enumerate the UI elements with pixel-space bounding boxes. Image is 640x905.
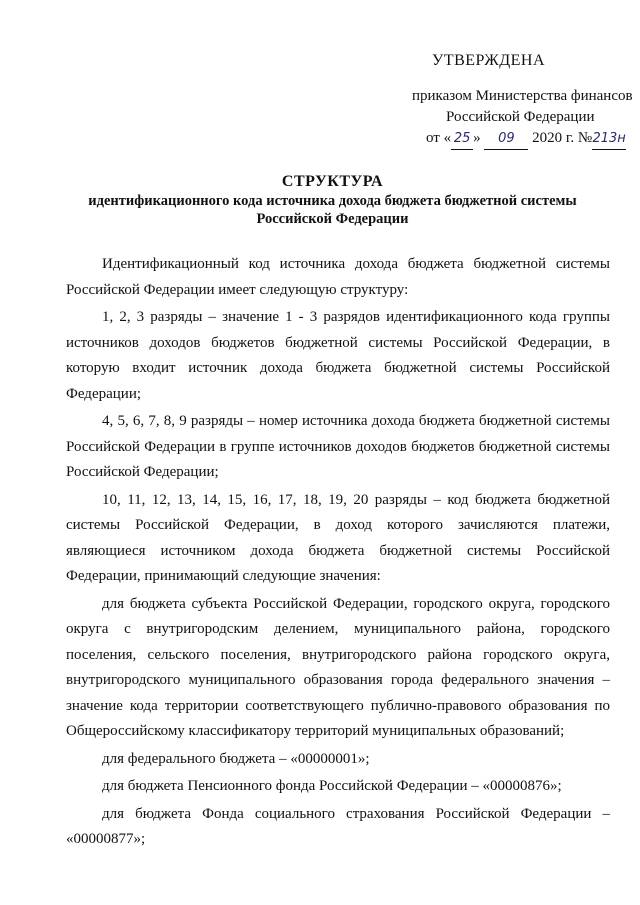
date-month: 09 <box>484 128 528 150</box>
date-year: 2020 г. № <box>532 130 593 146</box>
document-subtitle-line1: идентификационного кода источника дохода бюджета бюджетной системы <box>88 193 577 209</box>
date-prefix: от « <box>426 130 452 146</box>
paragraph-digits-10-20: 10, 11, 12, 13, 14, 15, 16, 17, 18, 19, 20 разряды – код бюджета бюджетной системы Российской Федерации, в доход которого зачисляются платежи, являющиеся источником дохода бюджета бюджетной системы Российской Федерации, принимающий следующие значения: <box>66 491 610 584</box>
document-title: СТРУКТУРА <box>281 173 384 190</box>
order-number: 213н <box>592 128 626 150</box>
document-body <box>66 252 610 855</box>
date-day: 25 <box>451 128 473 150</box>
paragraph-subject-budget: для бюджета субъекта Российской Федерации, городского округа, городского округа с внутригородским делением, муниципального района, городского поселения, сельского поселения, внутригородского района городского округа, внутригородского муниципального образования города федерального значения – значение кода территории соответствующего публично-правового образования по Общероссийскому классификатору территорий муниципальных образований; <box>66 595 610 739</box>
paragraph-digits-1-3: 1, 2, 3 разряды – значение 1 - 3 разрядов идентификационного кода группы источников доходов бюджетов бюджетной системы Российской Федерации, в которую входит источник дохода бюджета бюджетной системы Российской Федерации; <box>66 309 610 402</box>
paragraph-federal-budget: для федерального бюджета – «00000001»; <box>102 750 370 767</box>
document-subtitle-line2: Российской Федерации <box>256 211 409 227</box>
approval-ministry-text: Российской Федерации <box>446 109 595 125</box>
approval-title: УТВЕРЖДЕНА <box>432 52 546 69</box>
paragraph-intro: Идентификационный код источника дохода бюджета бюджетной системы Российской Федерации имеет следующую структуру: <box>66 256 610 298</box>
paragraph-digits-4-9: 4, 5, 6, 7, 8, 9 разряды – номер источника дохода бюджета бюджетной системы Российской Федерации в группе источников доходов бюджетов бюджетной системы Российской Федерации; <box>66 413 610 480</box>
approval-order-text: приказом Министерства финансов <box>412 88 633 104</box>
paragraph-social-insurance-fund: для бюджета Фонда социального страхования Российской Федерации – «00000877»; <box>66 805 610 847</box>
approval-date-line <box>426 128 626 150</box>
date-day-close: » <box>473 130 481 146</box>
paragraph-pension-fund: для бюджета Пенсионного фонда Российской Федерации – «00000876»; <box>102 778 562 794</box>
